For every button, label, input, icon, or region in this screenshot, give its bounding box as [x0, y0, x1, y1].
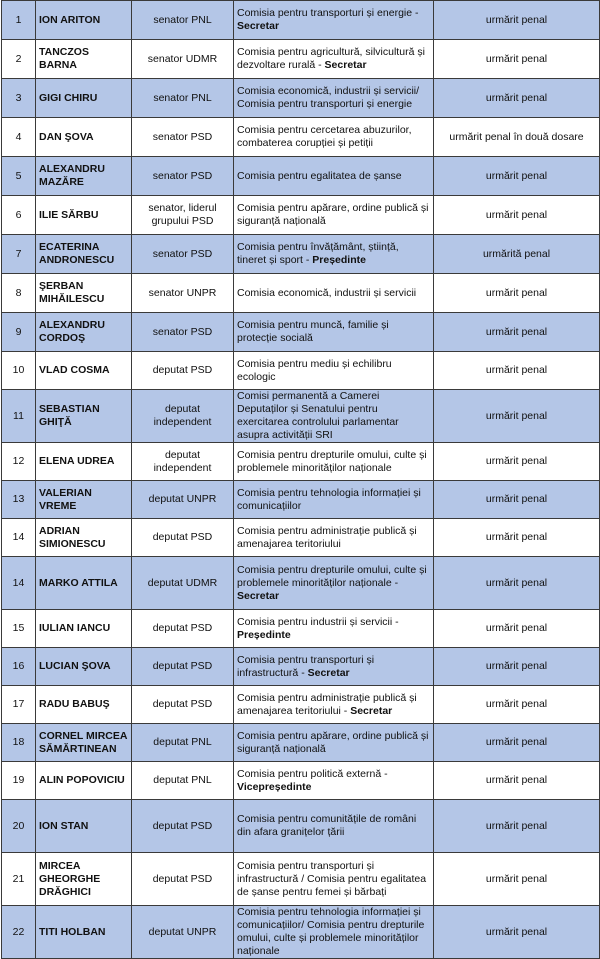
- political-role: deputat PSD: [132, 648, 234, 686]
- table-row: [2, 853, 600, 906]
- legal-status: urmărit penal: [434, 196, 600, 235]
- legal-status: urmărit penal: [434, 79, 600, 118]
- table-row: [2, 196, 600, 235]
- row-number: 6: [2, 196, 36, 235]
- row-number: 16: [2, 648, 36, 686]
- commission-cell: [234, 648, 434, 686]
- legal-status: urmărit penal: [434, 481, 600, 519]
- commission-text: Comisia pentru tehnologia informației și comunicațiilor: [237, 486, 421, 512]
- table-row: [2, 443, 600, 481]
- commission-role-tag: Președinte: [312, 254, 366, 266]
- commission-cell: [234, 762, 434, 800]
- legal-status: urmărit penal: [434, 157, 600, 196]
- political-role: senator PSD: [132, 157, 234, 196]
- prosecuted-parliamentarians-table: [1, 0, 600, 959]
- commission-text: Comisia pentru învățământ, știință, tineret și sport -: [237, 241, 399, 266]
- commission-cell: [234, 196, 434, 235]
- legal-status: urmărit penal: [434, 274, 600, 313]
- commission-cell: [234, 390, 434, 443]
- row-number: 10: [2, 352, 36, 390]
- row-number: 19: [2, 762, 36, 800]
- person-name: ALEXANDRU CORDOŞ: [36, 313, 132, 352]
- commission-role-tag: Secretar: [324, 59, 367, 71]
- row-number: 13: [2, 481, 36, 519]
- row-number: 9: [2, 313, 36, 352]
- commission-text: Comisia pentru muncă, familie și protecție socială: [237, 319, 389, 344]
- commission-text: Comisia pentru cercetarea abuzurilor, combaterea corupției și petiții: [237, 124, 412, 149]
- political-role: deputat PSD: [132, 853, 234, 906]
- commission-cell: [234, 724, 434, 762]
- political-role: senator PNL: [132, 1, 234, 40]
- political-role: deputat PSD: [132, 519, 234, 557]
- commission-text: Comisia pentru politică externă -: [237, 767, 388, 780]
- legal-status: urmărit penal: [434, 648, 600, 686]
- table-row: [2, 313, 600, 352]
- commission-cell: [234, 853, 434, 906]
- table-row: [2, 800, 600, 853]
- political-role: deputat PSD: [132, 352, 234, 390]
- political-role: deputat PSD: [132, 686, 234, 724]
- row-number: 22: [2, 906, 36, 959]
- table-row: [2, 40, 600, 79]
- commission-cell: [234, 686, 434, 724]
- commission-text: Comisia pentru mediu și echilibru ecologic: [237, 357, 392, 383]
- table-row: [2, 686, 600, 724]
- commission-cell: [234, 481, 434, 519]
- legal-status: urmărit penal: [434, 313, 600, 352]
- legal-status: urmărit penal: [434, 762, 600, 800]
- commission-cell: [234, 40, 434, 79]
- row-number: 2: [2, 40, 36, 79]
- commission-cell: [234, 79, 434, 118]
- person-name: CORNEL MIRCEA SĂMĂRTINEAN: [36, 724, 132, 762]
- table-body: [2, 1, 600, 959]
- political-role: deputat PNL: [132, 724, 234, 762]
- legal-status: urmărit penal: [434, 557, 600, 610]
- table-row: [2, 118, 600, 157]
- table-row: [2, 1, 600, 40]
- row-number: 18: [2, 724, 36, 762]
- row-number: 20: [2, 800, 36, 853]
- legal-status: urmărită penal: [434, 235, 600, 274]
- person-name: LUCIAN ŞOVA: [36, 648, 132, 686]
- commission-text: Comisia pentru egalitatea de șanse: [237, 169, 402, 182]
- legal-status: urmărit penal: [434, 519, 600, 557]
- commission-text: Comisia pentru industrii și servicii -: [237, 615, 399, 628]
- row-number: 3: [2, 79, 36, 118]
- person-name: ION ARITON: [36, 1, 132, 40]
- commission-cell: [234, 157, 434, 196]
- row-number: 4: [2, 118, 36, 157]
- legal-status: urmărit penal: [434, 40, 600, 79]
- commission-cell: [234, 118, 434, 157]
- legal-status: urmărit penal: [434, 610, 600, 648]
- commission-cell: [234, 313, 434, 352]
- person-name: ION STAN: [36, 800, 132, 853]
- commission-cell: [234, 800, 434, 853]
- political-role: deputat independent: [132, 390, 234, 443]
- commission-cell: [234, 235, 434, 274]
- commission-text: Comisia pentru administrație publică și amenajarea teritoriului: [237, 524, 417, 550]
- legal-status: urmărit penal: [434, 390, 600, 443]
- row-number: 14: [2, 519, 36, 557]
- table-row: [2, 352, 600, 390]
- legal-status: urmărit penal în două dosare: [434, 118, 600, 157]
- political-role: deputat PNL: [132, 762, 234, 800]
- table-row: [2, 762, 600, 800]
- table-row: [2, 157, 600, 196]
- person-name: MIRCEA GHEORGHE DRĂGHICI: [36, 853, 132, 906]
- commission-cell: [234, 519, 434, 557]
- commission-cell: [234, 557, 434, 610]
- legal-status: urmărit penal: [434, 906, 600, 959]
- row-number: 7: [2, 235, 36, 274]
- person-name: TANCZOS BARNA: [36, 40, 132, 79]
- commission-cell: [234, 610, 434, 648]
- commission-role-tag: Secretar: [237, 589, 280, 602]
- row-number: 21: [2, 853, 36, 906]
- row-number: 17: [2, 686, 36, 724]
- table-row: [2, 557, 600, 610]
- political-role: senator PSD: [132, 313, 234, 352]
- commission-text: Comisia pentru apărare, ordine publică și siguranță națională: [237, 202, 429, 227]
- table-row: [2, 648, 600, 686]
- political-role: senator PSD: [132, 118, 234, 157]
- commission-text: Comisia pentru drepturile omului, culte și problemele minorităților naționale: [237, 448, 427, 474]
- row-number: 12: [2, 443, 36, 481]
- commission-text: Comisia economică, industrii și servicii: [237, 286, 417, 299]
- political-role: deputat UDMR: [132, 557, 234, 610]
- person-name: MARKO ATTILA: [36, 557, 132, 610]
- commission-cell: [234, 906, 434, 959]
- person-name: ELENA UDREA: [36, 443, 132, 481]
- table-row: [2, 906, 600, 959]
- commission-cell: [234, 1, 434, 40]
- table-row: [2, 79, 600, 118]
- person-name: DAN ŞOVA: [36, 118, 132, 157]
- commission-role-tag: Secretar: [307, 666, 350, 679]
- commission-text: Comisia pentru drepturile omului, culte și problemele minorităților naționale -: [237, 563, 427, 589]
- table-row: [2, 274, 600, 313]
- person-name: VLAD COSMA: [36, 352, 132, 390]
- political-role: senator PNL: [132, 79, 234, 118]
- commission-role-tag: Secretar: [350, 704, 393, 717]
- row-number: 1: [2, 1, 36, 40]
- person-name: ILIE SĂRBU: [36, 196, 132, 235]
- person-name: ADRIAN SIMIONESCU: [36, 519, 132, 557]
- legal-status: urmărit penal: [434, 443, 600, 481]
- table-row: [2, 235, 600, 274]
- person-name: GIGI CHIRU: [36, 79, 132, 118]
- person-name: ALEXANDRU MAZĂRE: [36, 157, 132, 196]
- commission-text: Comisia pentru administrație publică și amenajarea teritoriului -: [237, 691, 417, 717]
- commission-cell: [234, 274, 434, 313]
- legal-status: urmărit penal: [434, 724, 600, 762]
- legal-status: urmărit penal: [434, 800, 600, 853]
- row-number: 14: [2, 557, 36, 610]
- legal-status: urmărit penal: [434, 352, 600, 390]
- person-name: ŞERBAN MIHĂILESCU: [36, 274, 132, 313]
- legal-status: urmărit penal: [434, 686, 600, 724]
- person-name: IULIAN IANCU: [36, 610, 132, 648]
- political-role: deputat PSD: [132, 610, 234, 648]
- table-row: [2, 481, 600, 519]
- commission-text: Comisi permanentă a Camerei Deputaților și Senatului pentru exercitarea controlului parlamentar asupra activității SRI: [237, 390, 399, 441]
- commission-text: Comisia pentru transporturi și infrastructură -: [237, 653, 375, 679]
- commission-role-tag: Președinte: [237, 628, 291, 641]
- commission-role-tag: Vicepreședinte: [237, 780, 312, 793]
- row-number: 8: [2, 274, 36, 313]
- political-role: senator PSD: [132, 235, 234, 274]
- table-row: [2, 390, 600, 443]
- commission-text: Comisia economică, industrii și servicii/ Comisia pentru transporturi și energie: [237, 85, 420, 110]
- commission-text: Comisia pentru agricultură, silvicultură și dezvoltare rurală -: [237, 46, 425, 71]
- commission-role-tag: Secretar: [237, 20, 280, 32]
- row-number: 5: [2, 157, 36, 196]
- person-name: TITI HOLBAN: [36, 906, 132, 959]
- commission-cell: [234, 443, 434, 481]
- commission-cell: [234, 352, 434, 390]
- political-role: deputat independent: [132, 443, 234, 481]
- row-number: 15: [2, 610, 36, 648]
- table-row: [2, 610, 600, 648]
- political-role: senator, liderul grupului PSD: [132, 196, 234, 235]
- person-name: VALERIAN VREME: [36, 481, 132, 519]
- legal-status: urmărit penal: [434, 1, 600, 40]
- person-name: ECATERINA ANDRONESCU: [36, 235, 132, 274]
- political-role: senator UNPR: [132, 274, 234, 313]
- person-name: ALIN POPOVICIU: [36, 762, 132, 800]
- person-name: SEBASTIAN GHIŢĂ: [36, 390, 132, 443]
- commission-text: Comisia pentru transporturi și energie -: [237, 7, 419, 19]
- political-role: deputat PSD: [132, 800, 234, 853]
- legal-status: urmărit penal: [434, 853, 600, 906]
- commission-text: Comisia pentru comunitățile de români din afara granițelor țării: [237, 813, 417, 838]
- political-role: deputat UNPR: [132, 906, 234, 959]
- table-row: [2, 519, 600, 557]
- political-role: senator UDMR: [132, 40, 234, 79]
- row-number: 11: [2, 390, 36, 443]
- commission-text: Comisia pentru transporturi și infrastructură / Comisia pentru egalitatea de șanse pentru femei și bărbați: [237, 859, 427, 898]
- political-role: deputat UNPR: [132, 481, 234, 519]
- commission-text: Comisia pentru tehnologia informației și comunicațiilor/ Comisia pentru drepturile omului, culte și problemele minorităților naționale: [237, 906, 425, 957]
- person-name: RADU BABUŞ: [36, 686, 132, 724]
- commission-text: Comisia pentru apărare, ordine publică și siguranță națională: [237, 729, 429, 755]
- table-row: [2, 724, 600, 762]
